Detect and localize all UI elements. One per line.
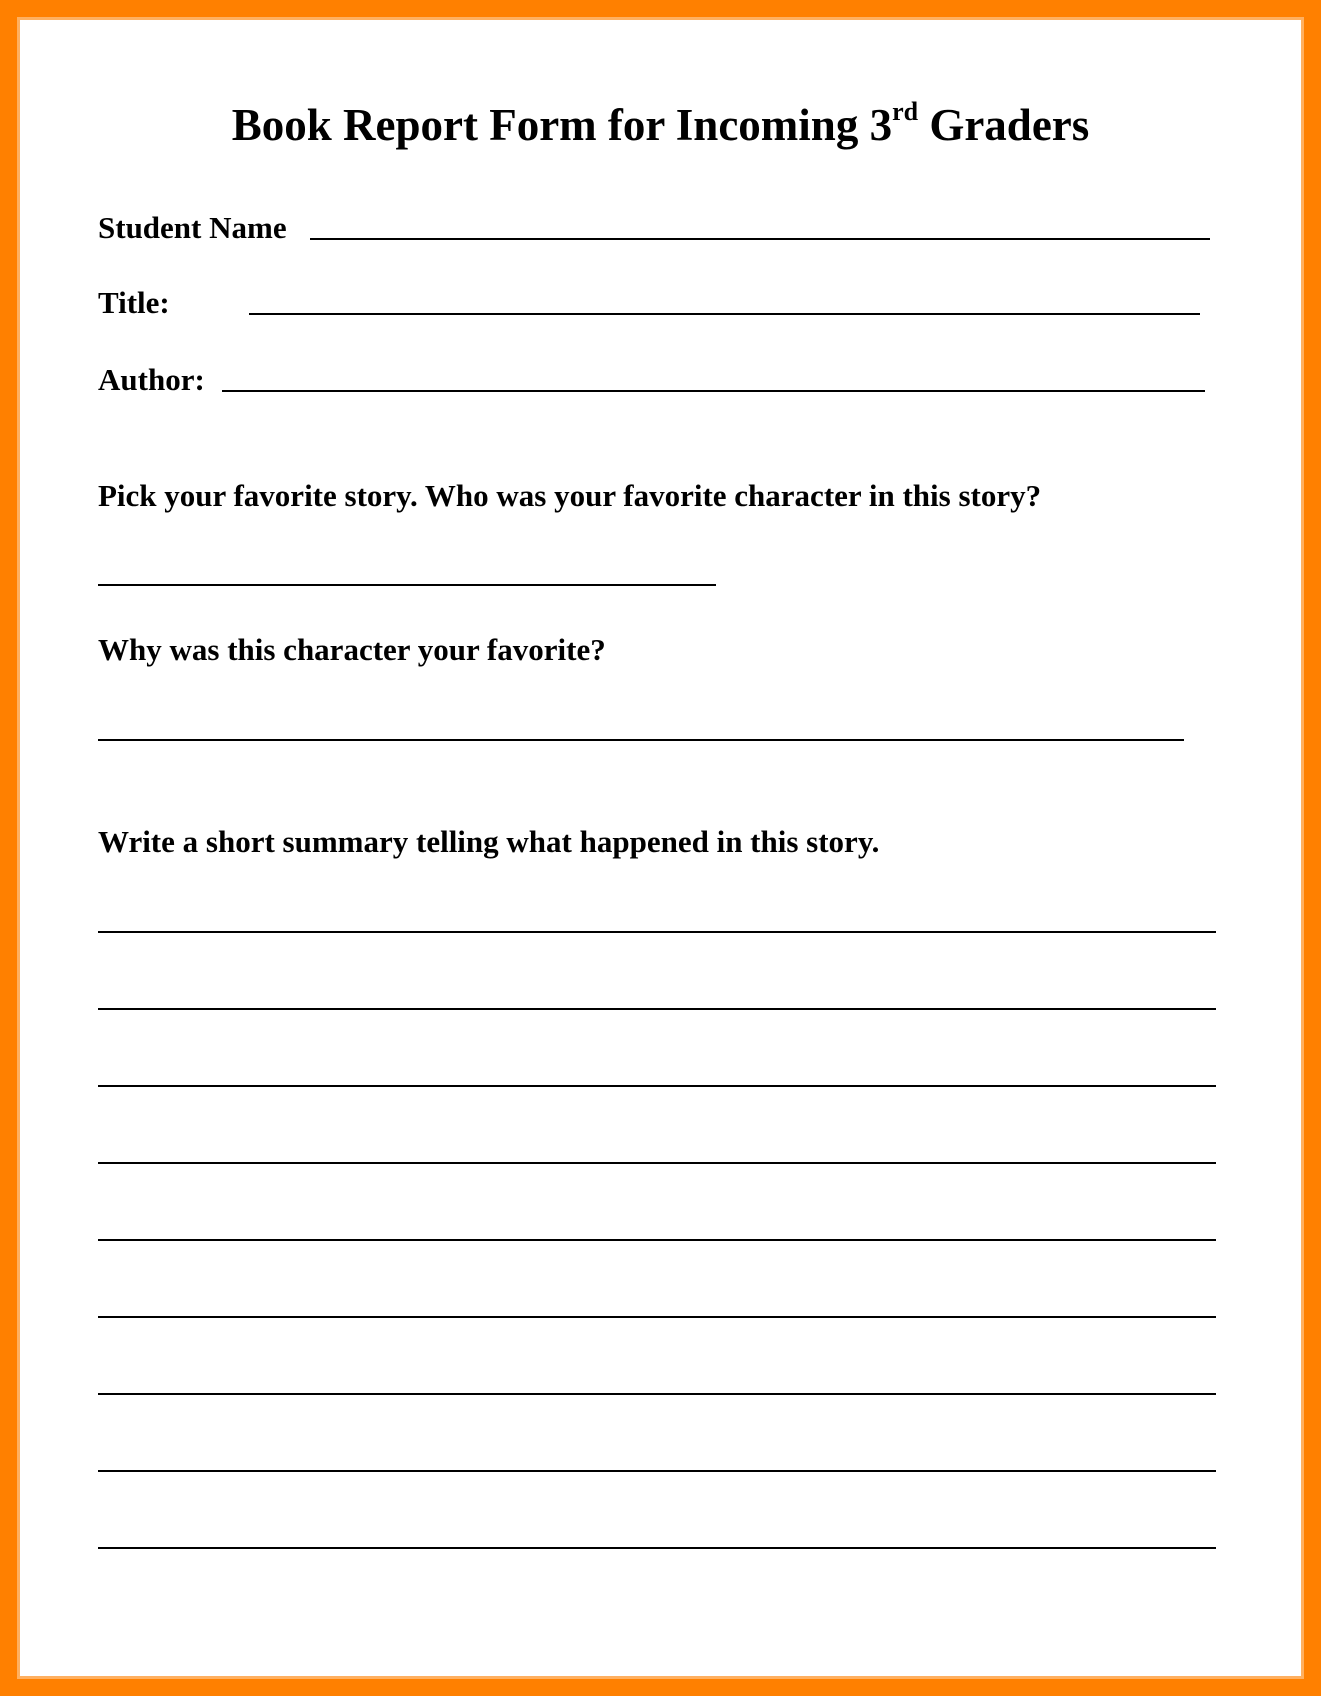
summary-line[interactable] (98, 931, 1216, 933)
summary-line[interactable] (98, 1239, 1216, 1241)
title-text: Book Report Form for Incoming 3 (231, 100, 893, 150)
summary-line[interactable] (98, 1393, 1216, 1395)
why-favorite-question: Why was this character your favorite? (98, 632, 606, 667)
author-line[interactable] (222, 390, 1205, 392)
summary-question: Write a short summary telling what happened in this story. (98, 824, 880, 859)
favorite-character-answer-line[interactable] (98, 584, 716, 586)
favorite-character-question: Pick your favorite story. Who was your favorite character in this story? (98, 478, 1042, 513)
student-name-label: Student Name (98, 210, 287, 245)
student-name-line[interactable] (310, 238, 1210, 240)
title-superscript: rd (892, 97, 919, 126)
summary-line[interactable] (98, 1316, 1216, 1318)
summary-line[interactable] (98, 1085, 1216, 1087)
summary-line[interactable] (98, 1008, 1216, 1010)
title-line[interactable] (249, 313, 1200, 315)
page-title (0, 95, 1321, 162)
title-text-end: Graders (918, 100, 1090, 150)
why-favorite-answer-line[interactable] (98, 739, 1184, 741)
summary-line[interactable] (98, 1162, 1216, 1164)
author-label: Author: (98, 362, 205, 397)
summary-line[interactable] (98, 1470, 1216, 1472)
title-label: Title: (98, 285, 170, 320)
summary-line[interactable] (98, 1547, 1216, 1549)
